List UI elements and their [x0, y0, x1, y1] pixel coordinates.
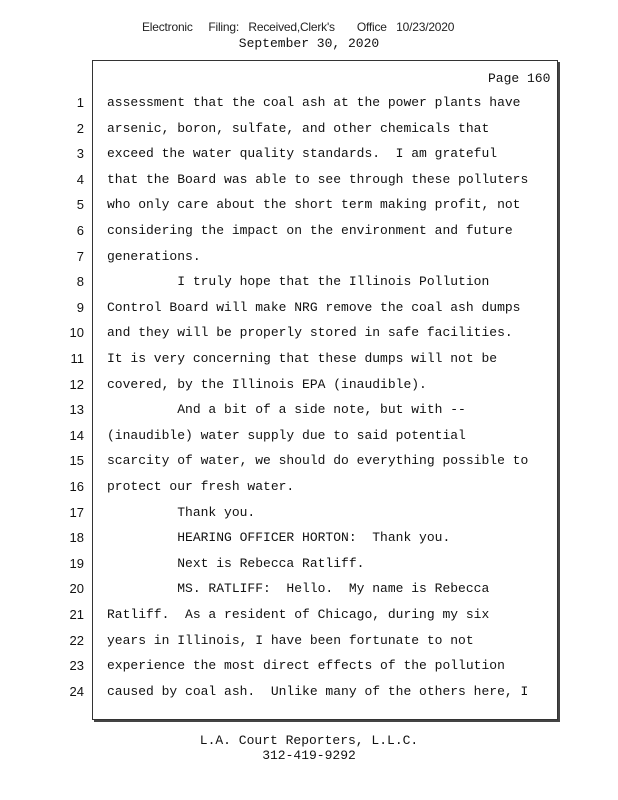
stamp-filing: Filing: [208, 20, 239, 34]
line-number: 18 [69, 530, 84, 545]
line-number: 15 [69, 453, 84, 468]
line-number: 2 [76, 121, 84, 136]
line-number: 13 [69, 402, 84, 417]
transcript-line: Thank you. [107, 505, 256, 520]
page-number: Page 160 [488, 71, 551, 86]
line-number: 5 [76, 197, 84, 212]
transcript-line: assessment that the coal ash at the power plants have [107, 95, 521, 110]
transcript-line: scarcity of water, we should do everything possible to [107, 453, 529, 468]
line-number: 1 [76, 95, 84, 110]
electronic-filing-stamp [142, 20, 454, 34]
transcript-line: protect our fresh water. [107, 479, 295, 494]
line-number: 12 [69, 377, 84, 392]
line-number: 16 [69, 479, 84, 494]
line-number: 6 [76, 223, 84, 238]
stamp-label: Electronic [142, 20, 193, 34]
transcript-line: who only care about the short term making profit, not [107, 197, 521, 212]
line-number: 3 [76, 146, 84, 161]
line-number: 10 [69, 325, 84, 340]
line-number: 24 [69, 684, 84, 699]
line-number: 17 [69, 505, 84, 520]
hearing-date: September 30, 2020 [238, 36, 380, 51]
line-number: 19 [69, 556, 84, 571]
footer-company: L.A. Court Reporters, L.L.C. [199, 733, 419, 748]
transcript-line: covered, by the Illinois EPA (inaudible). [107, 377, 427, 392]
line-number: 14 [69, 428, 84, 443]
transcript-line: And a bit of a side note, but with -- [107, 402, 466, 417]
stamp-date: 10/23/2020 [396, 20, 455, 34]
transcript-line: (inaudible) water supply due to said potential [107, 428, 466, 443]
transcript-line: that the Board was able to see through these polluters [107, 172, 529, 187]
transcript-line: caused by coal ash. Unlike many of the others here, I [107, 684, 529, 699]
line-number: 7 [76, 249, 84, 264]
footer-phone: 312-419-9292 [262, 748, 356, 763]
transcript-line: I truly hope that the Illinois Pollution [107, 274, 490, 289]
transcript-line: Ratliff. As a resident of Chicago, during my six [107, 607, 490, 622]
transcript-line: Control Board will make NRG remove the coal ash dumps [107, 300, 521, 315]
line-number: 4 [76, 172, 84, 187]
line-number: 22 [69, 633, 84, 648]
transcript-line: HEARING OFFICER HORTON: Thank you. [107, 530, 451, 545]
transcript-line: exceed the water quality standards. I am grateful [107, 146, 498, 161]
line-number: 20 [69, 581, 84, 596]
transcript-line: years in Illinois, I have been fortunate to not [107, 633, 474, 648]
line-number: 11 [70, 351, 84, 366]
transcript-line: It is very concerning that these dumps will not be [107, 351, 498, 366]
transcript-line: experience the most direct effects of the pollution [107, 658, 505, 673]
line-number: 23 [69, 658, 84, 673]
transcript-line: generations. [107, 249, 201, 264]
transcript-line: MS. RATLIFF: Hello. My name is Rebecca [107, 581, 490, 596]
line-number: 8 [76, 274, 84, 289]
line-number: 9 [76, 300, 84, 315]
transcript-line: Next is Rebecca Ratliff. [107, 556, 365, 571]
transcript-line: considering the impact on the environment and future [107, 223, 513, 238]
line-number: 21 [69, 607, 84, 622]
transcript-line: and they will be properly stored in safe facilities. [107, 325, 513, 340]
transcript-line: arsenic, boron, sulfate, and other chemicals that [107, 121, 490, 136]
stamp-office: Office [356, 20, 387, 34]
stamp-received: Received,Clerk's [248, 20, 335, 34]
